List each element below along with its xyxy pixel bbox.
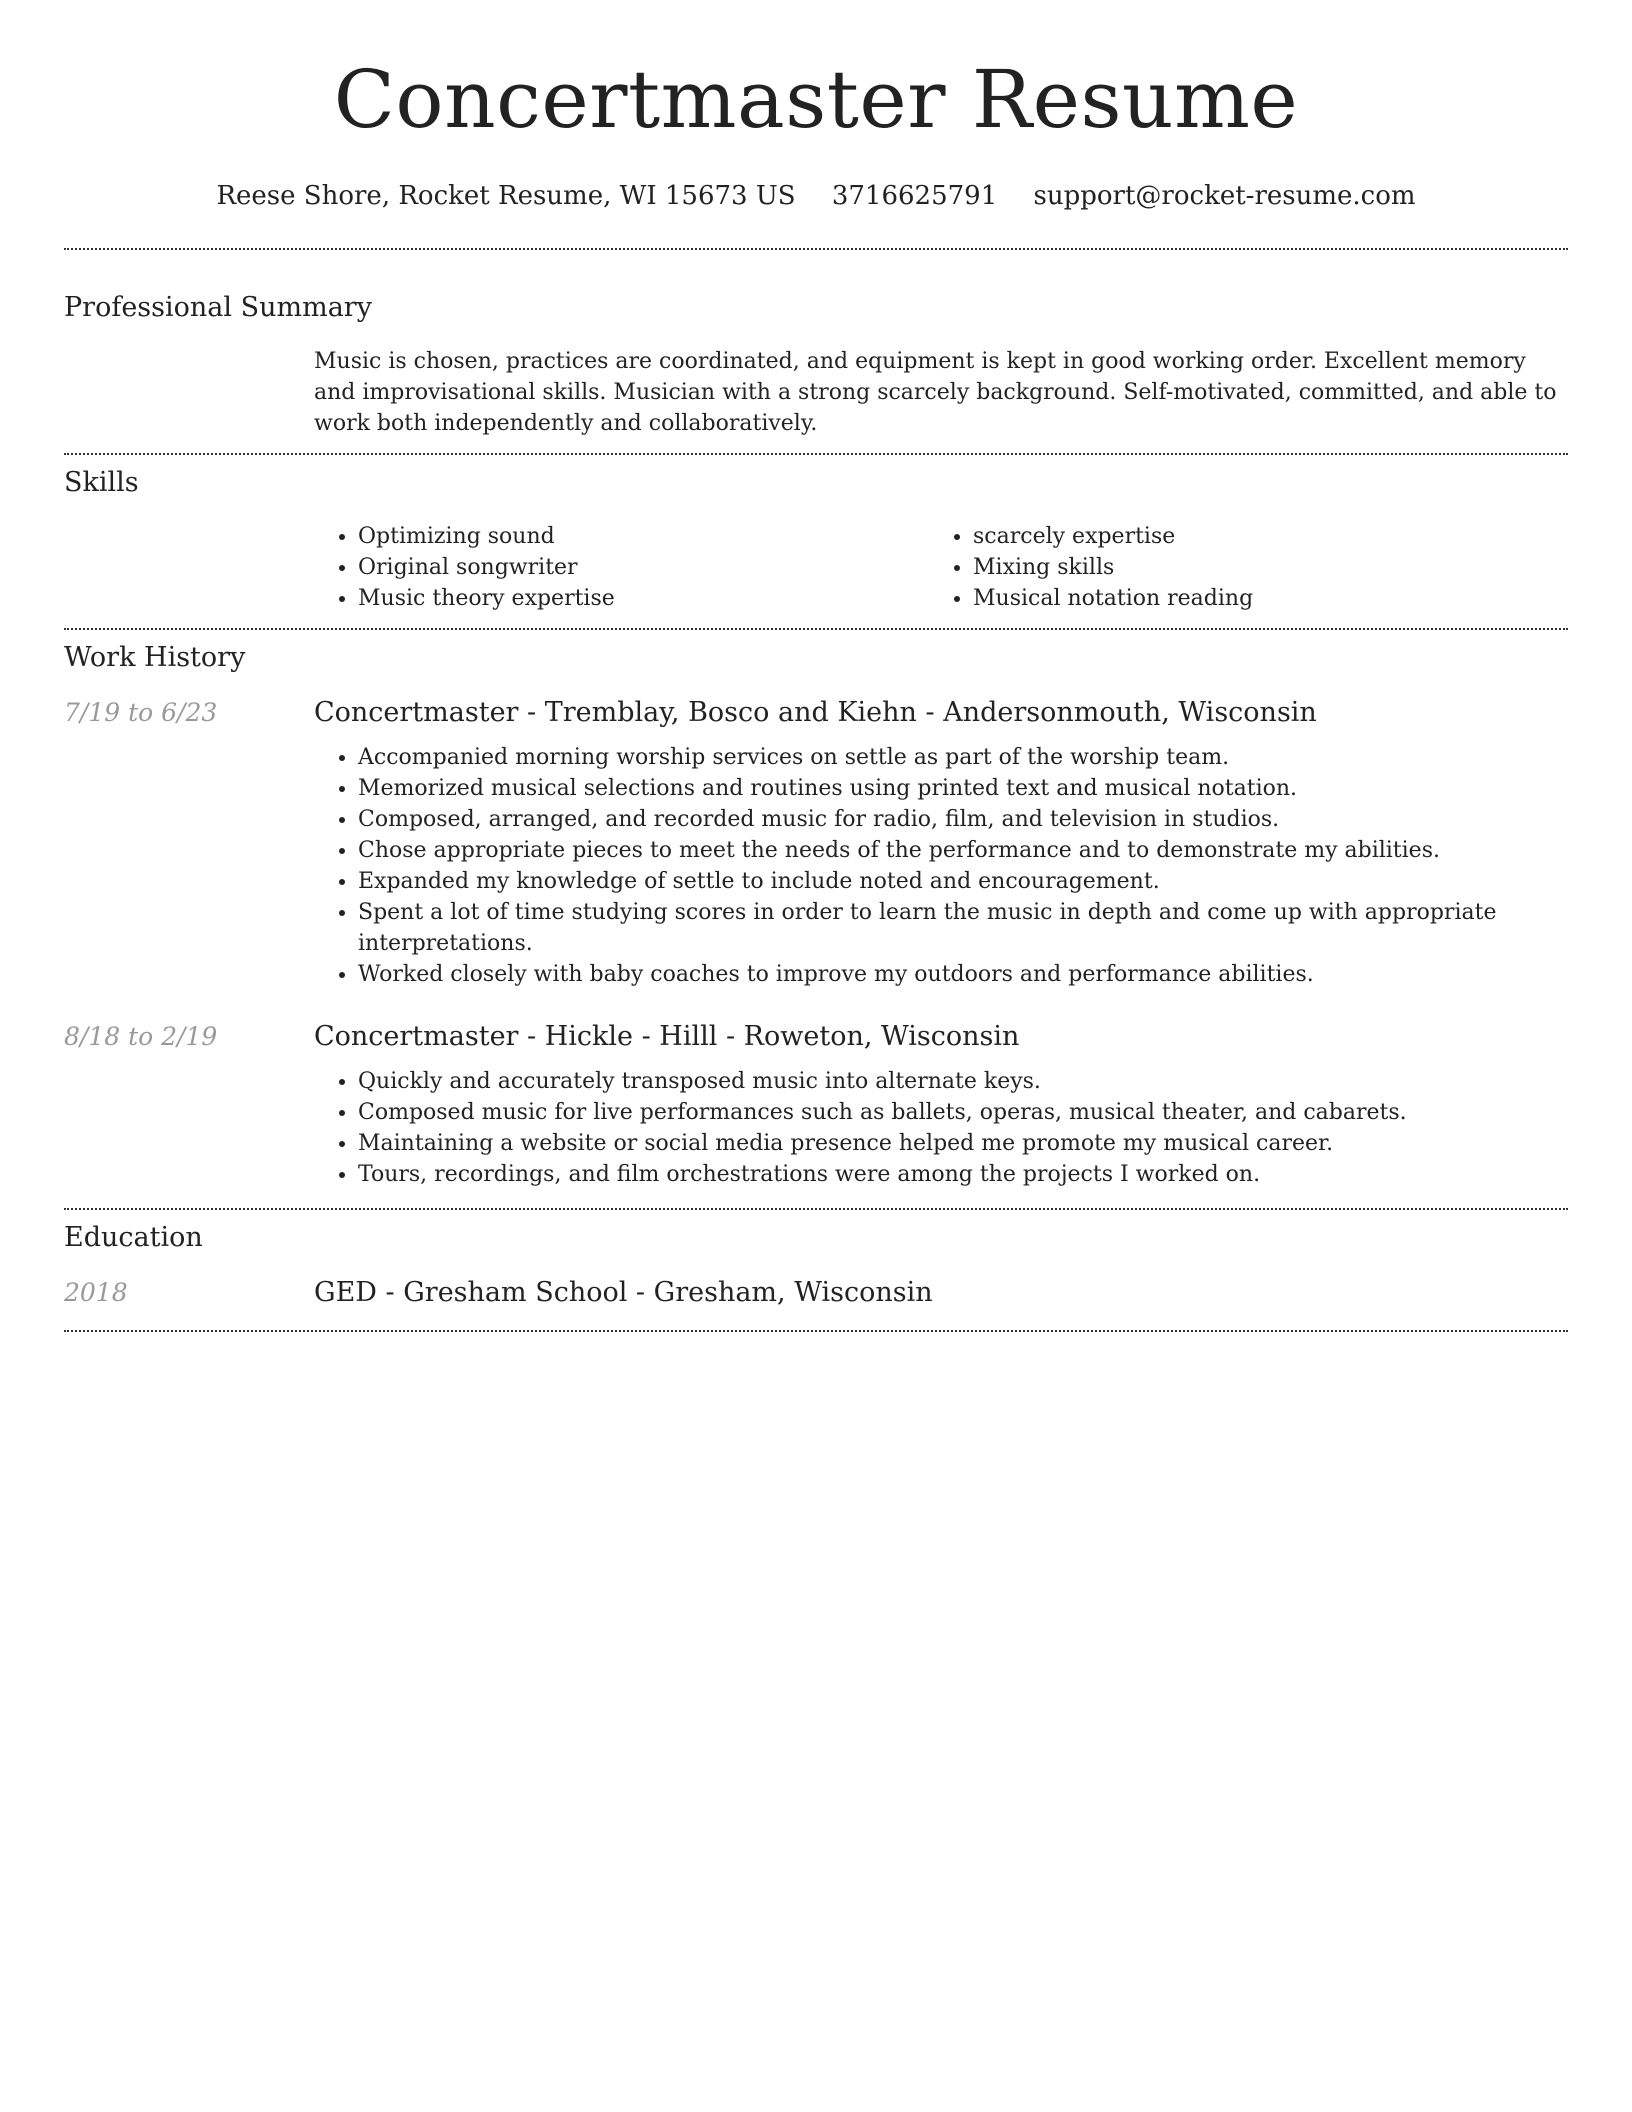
job-entry <box>64 696 1568 990</box>
contact-phone: 3716625791 <box>831 181 998 211</box>
contact-email: support@rocket-resume.com <box>1033 181 1416 211</box>
job-bullets <box>314 1066 1568 1190</box>
job-bullet: • Composed, arranged, and recorded music for radio, film, and television in studios. <box>358 804 1568 835</box>
education-entry <box>64 1276 1568 1310</box>
job-bullet: • Worked closely with baby coaches to improve my outdoors and performance abilities. <box>358 959 1568 990</box>
job-title: Concertmaster - Tremblay, Bosco and Kiehn - Andersonmouth, Wisconsin <box>314 697 1317 728</box>
job-entry <box>64 1020 1568 1190</box>
skills-list-left <box>314 521 929 614</box>
job-title: Concertmaster - Hickle - Hilll - Roweton, Wisconsin <box>314 1021 1020 1052</box>
education-degree: GED - Gresham School - Gresham, Wisconsin <box>314 1277 933 1308</box>
resume-title: Concertmaster Resume <box>333 53 1299 146</box>
skill-item: • Mixing skills <box>973 552 1544 583</box>
skill-item: • Music theory expertise <box>358 583 929 614</box>
contact-address: Reese Shore, Rocket Resume, WI 15673 US <box>216 181 796 211</box>
resume-page <box>64 0 1568 1332</box>
summary-text: Music is chosen, practices are coordinated, and equipment is kept in good working order. Excellent memory and improvisational skills. Musician with a strong scarcely background. Self-motivated, committed, and able to work both independently and collaboratively. <box>314 349 1557 436</box>
job-bullet: • Composed music for live performances such as ballets, operas, musical theater, and cabarets. <box>358 1097 1568 1128</box>
work-heading: Work History <box>64 642 246 673</box>
education-year: 2018 <box>64 1278 128 1307</box>
skill-item: • Musical notation reading <box>973 583 1544 614</box>
skill-item: • Optimizing sound <box>358 521 929 552</box>
job-dates: 8/18 to 2/19 <box>64 1022 218 1051</box>
job-bullet: • Quickly and accurately transposed music into alternate keys. <box>358 1066 1568 1097</box>
summary-heading: Professional Summary <box>64 292 372 323</box>
summary-section <box>64 250 1568 439</box>
contact-line <box>64 178 1568 214</box>
job-bullet: • Chose appropriate pieces to meet the needs of the performance and to demonstrate my abilities. <box>358 835 1568 866</box>
job-bullet: • Maintaining a website or social media presence helped me promote my musical career. <box>358 1128 1568 1159</box>
job-bullet: • Accompanied morning worship services on settle as part of the worship team. <box>358 742 1568 773</box>
job-bullet: • Expanded my knowledge of settle to include noted and encouragement. <box>358 866 1568 897</box>
skills-heading: Skills <box>64 467 139 498</box>
skills-list <box>64 521 1568 614</box>
job-bullet: • Spent a lot of time studying scores in order to learn the music in depth and come up with appropriate interpretations. <box>358 897 1568 959</box>
skill-item: • Original songwriter <box>358 552 929 583</box>
education-section <box>64 1210 1568 1310</box>
job-bullets <box>314 742 1568 990</box>
skills-section <box>64 455 1568 614</box>
job-dates: 7/19 to 6/23 <box>64 698 218 727</box>
education-heading: Education <box>64 1222 203 1253</box>
job-bullet: • Tours, recordings, and film orchestrations were among the projects I worked on. <box>358 1159 1568 1190</box>
job-bullet: • Memorized musical selections and routines using printed text and musical notation. <box>358 773 1568 804</box>
skills-list-right <box>929 521 1544 614</box>
work-section <box>64 630 1568 1190</box>
divider <box>64 1330 1568 1332</box>
skill-item: • scarcely expertise <box>973 521 1544 552</box>
